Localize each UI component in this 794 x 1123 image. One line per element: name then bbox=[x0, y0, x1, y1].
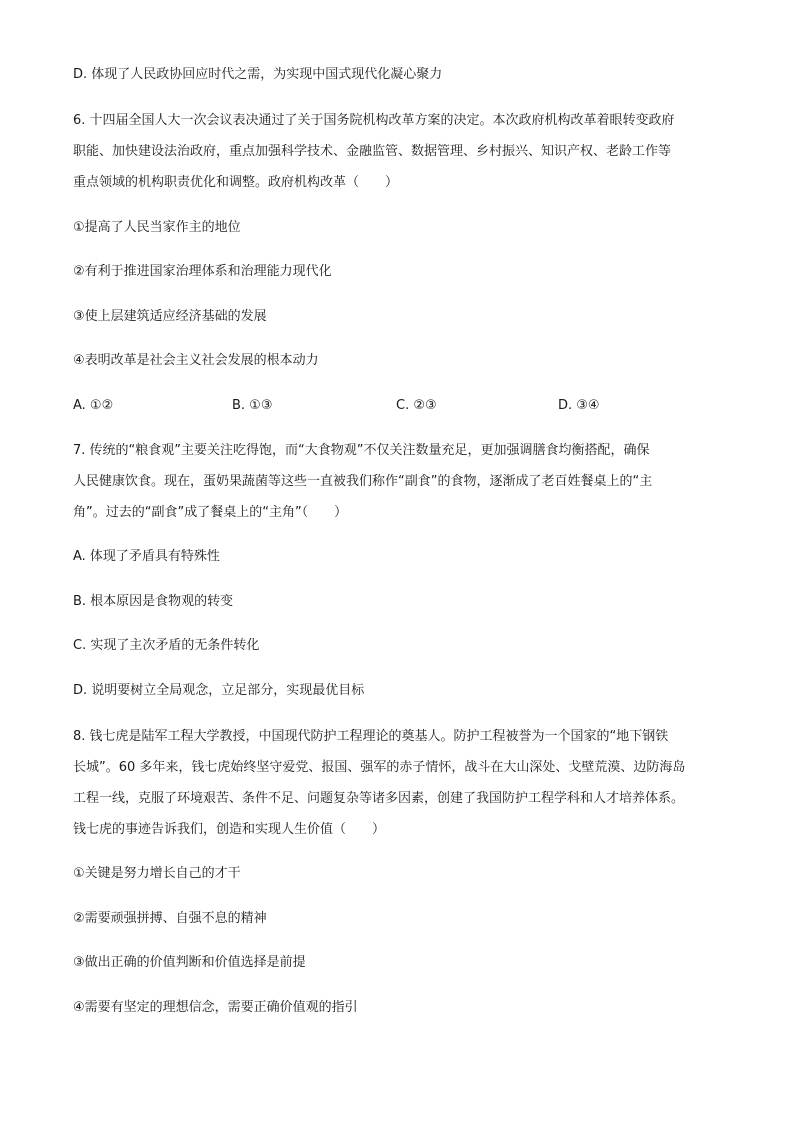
q8-stem-line-3: 工程一线，克服了环境艰苦、条件不足、问题复杂等诸多因素，创建了我国防护工程学科和人才培养体系。 bbox=[73, 791, 685, 806]
q8-statement-3: ③做出正确的价值判断和价值选择是前提 bbox=[73, 955, 306, 970]
q8-stem-line-2: 长城”。60 多年来，钱七虎始终坚守爱党、报国、强军的赤子情怀，战斗在大山深处、戈壁荒漠、边防海岛 bbox=[73, 760, 686, 775]
q6-stem-line-1: 6. 十四届全国人大一次会议表决通过了关于国务院机构改革方案的决定。本次政府机构改革着眼转变政府 bbox=[73, 113, 675, 128]
q6-statement-4: ④表明改革是社会主义社会发展的根本动力 bbox=[73, 353, 319, 368]
q7-option-b: B. 根本原因是食物观的转变 bbox=[73, 594, 234, 609]
q6-stem-line-2: 职能、加快建设法治政府，重点加强科学技术、金融监管、数据管理、乡村振兴、知识产权、老龄工作等 bbox=[73, 144, 672, 159]
q6-option-d: D. ③④ bbox=[558, 398, 600, 413]
q7-option-d: D. 说明要树立全局观念，立足部分，实现最优目标 bbox=[73, 683, 365, 698]
q6-option-a: A. ①② bbox=[73, 398, 114, 413]
q7-stem-line-3: 角”。过去的“副食”成了餐桌上的“主角”（ ） bbox=[73, 505, 348, 520]
q8-stem-line-4: 钱七虎的事迹告诉我们，创造和实现人生价值（ ） bbox=[73, 822, 386, 837]
q6-statement-1: ①提高了人民当家作主的地位 bbox=[73, 220, 241, 235]
q7-option-a: A. 体现了矛盾具有特殊性 bbox=[73, 549, 220, 564]
q7-option-c: C. 实现了主次矛盾的无条件转化 bbox=[73, 638, 260, 653]
q6-statement-3: ③使上层建筑适应经济基础的发展 bbox=[73, 309, 267, 324]
q6-statement-2: ②有利于推进国家治理体系和治理能力现代化 bbox=[73, 264, 332, 279]
q6-option-c: C. ②③ bbox=[396, 398, 437, 413]
q6-stem-line-3: 重点领域的机构职责优化和调整。政府机构改革（ ） bbox=[73, 175, 399, 190]
q7-stem-line-1: 7. 传统的“粮食观”主要关注吃得饱，而“大食物观”不仅关注数量充足，更加强调膳食均衡搭配，确保 bbox=[73, 443, 650, 458]
q8-statement-1: ①关键是努力增长自己的才干 bbox=[73, 866, 241, 881]
q6-option-b: B. ①③ bbox=[232, 398, 273, 413]
q8-statement-4: ④需要有坚定的理想信念，需要正确价值观的指引 bbox=[73, 1000, 358, 1015]
q8-stem-line-1: 8. 钱七虎是陆军工程大学教授，中国现代防护工程理论的奠基人。防护工程被誉为一个国家的“地下钢铁 bbox=[73, 729, 669, 744]
q7-stem-line-2: 人民健康饮食。现在，蛋奶果蔬菌等这些一直被我们称作“副食”的食物，逐渐成了老百姓餐桌上的“主 bbox=[73, 474, 653, 489]
q5-option-d: D. 体现了人民政协回应时代之需，为实现中国式现代化凝心聚力 bbox=[73, 67, 443, 82]
q8-statement-2: ②需要顽强拼搏、自强不息的精神 bbox=[73, 911, 267, 926]
